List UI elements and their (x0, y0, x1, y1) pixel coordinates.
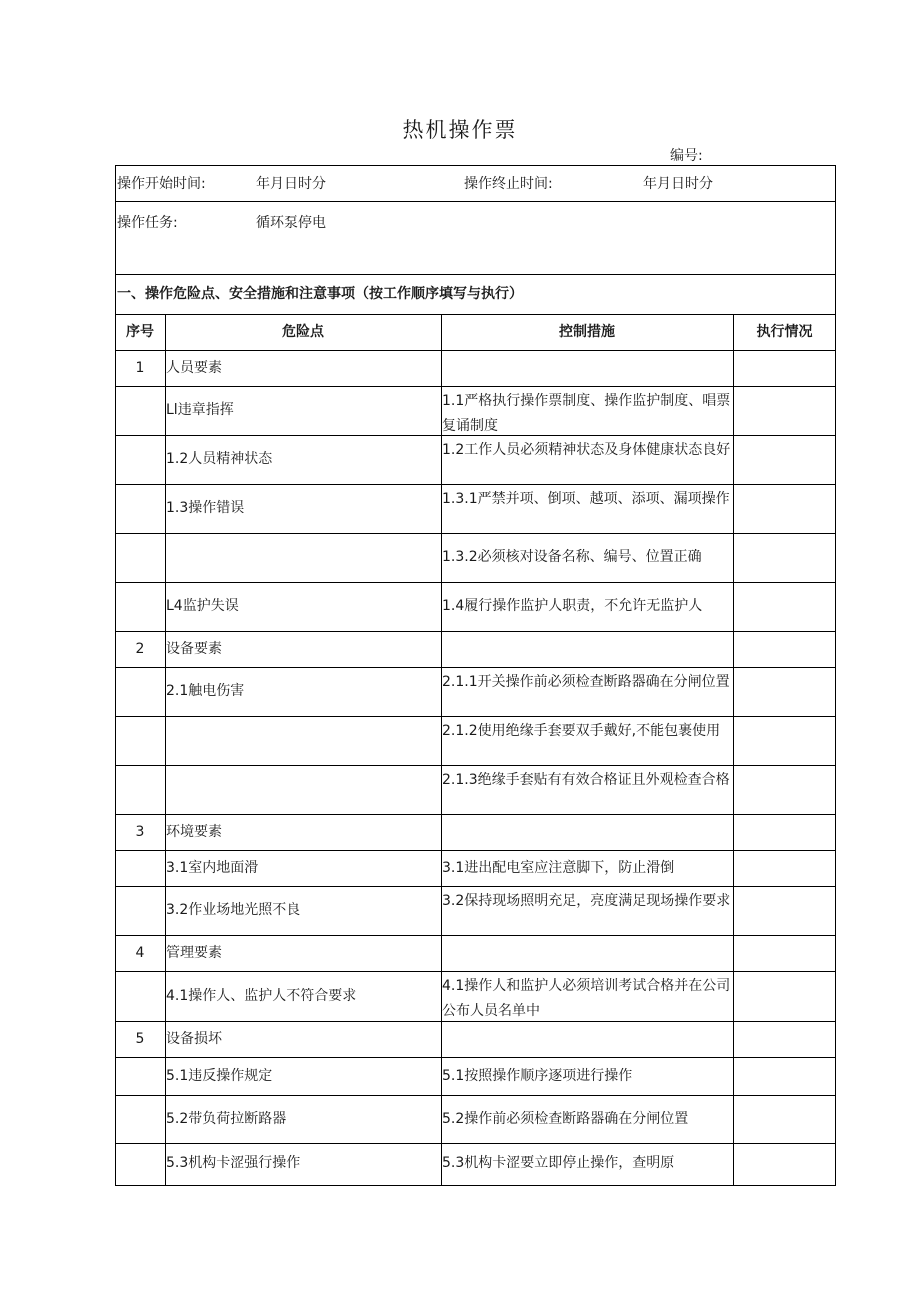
table-cell-col-no (115, 1095, 165, 1143)
header-col-hazard: 危险点 (282, 323, 324, 340)
table-cell-col-status (733, 1057, 836, 1095)
table-cell-col-measure: 1.3.1严禁并项、倒项、越项、添项、漏项操作 (442, 491, 730, 507)
table-cell-col-status (733, 631, 836, 667)
table-cell-col-hazard: 管理要素 (166, 944, 222, 961)
table-cell-col-status (733, 765, 836, 814)
table-cell-col-measure: 1.4履行操作监护人职责，不允许无监护人 (442, 598, 703, 614)
table-cell-col-no: 2 (135, 640, 145, 657)
table-cell-col-measure: 2.1.3绝缘手套贴有有效合格证且外观检查合格 (442, 772, 730, 788)
table-cell-col-status (733, 484, 836, 533)
table-cell-col-measure: 3.2保持现场照明充足，亮度满足现场操作要求 (442, 893, 731, 909)
table-cell-col-hazard (165, 533, 441, 582)
table-cell-col-no (115, 435, 165, 484)
end-time-label: 操作终止时间: (464, 176, 553, 192)
table-cell-col-status (733, 350, 836, 386)
table-cell-col-measure: 1.2工作人员必须精神状态及身体健康状态良好 (442, 442, 731, 458)
table-cell-col-hazard: 环境要素 (166, 823, 222, 840)
table-cell-col-status (733, 850, 836, 886)
task-label: 操作任务: (117, 215, 178, 231)
header-col-measure: 控制措施 (559, 323, 615, 340)
table-cell-col-status (733, 386, 836, 435)
table-cell-col-hazard: 5.3机构卡涩强行操作 (166, 1154, 301, 1171)
table-cell-col-status (733, 886, 836, 935)
table-cell-col-hazard: 设备损坏 (166, 1030, 222, 1047)
start-time-value: 年月日时分 (256, 176, 326, 192)
table-cell-col-hazard (165, 765, 441, 814)
table-cell-col-hazard: 3.2作业场地光照不良 (166, 902, 301, 918)
table-cell-col-measure (441, 814, 733, 850)
table-cell-col-measure: 5.1按照操作顺序逐项进行操作 (442, 1067, 633, 1084)
table-cell-col-hazard: 5.2带负荷拉断路器 (166, 1110, 287, 1127)
table-cell-col-status (733, 435, 836, 484)
table-cell-col-no (115, 386, 165, 435)
table-cell-col-no: 5 (135, 1030, 145, 1047)
table-cell-col-hazard: 2.1触电伤害 (166, 683, 245, 699)
table-cell-col-no (115, 582, 165, 631)
task-value: 循环泵停电 (256, 215, 326, 231)
table-cell-col-status (733, 1095, 836, 1143)
table-cell-col-hazard: 1.3操作错误 (166, 500, 245, 516)
table-cell-col-status (733, 935, 836, 971)
table-cell-col-hazard: 5.1违反操作规定 (166, 1067, 273, 1084)
table-cell-col-no: 1 (135, 359, 145, 376)
table-cell-col-status (733, 582, 836, 631)
table-cell-col-no (115, 533, 165, 582)
page-title: 热机操作票 (402, 118, 518, 142)
table-cell-col-hazard: 人员要素 (166, 359, 222, 376)
table-cell-col-status (733, 667, 836, 716)
table-cell-col-no (115, 765, 165, 814)
table-cell-col-measure: 5.2操作前必须检查断路器确在分闸位置 (442, 1110, 689, 1127)
table-cell-col-hazard: L4监护失误 (166, 598, 239, 614)
table-cell-col-status (733, 716, 836, 765)
divider (115, 274, 836, 275)
table-cell-col-status (733, 814, 836, 850)
table-cell-col-hazard (165, 716, 441, 765)
table-cell-col-measure (441, 1021, 733, 1057)
table-cell-col-measure: 5.3机构卡涩要立即停止操作，查明原 (442, 1154, 675, 1171)
table-cell-col-measure: 2.1.2使用绝缘手套要双手戴好,不能包裹使用 (442, 723, 721, 739)
table-cell-col-status (733, 971, 836, 1021)
table-cell-col-no (115, 667, 165, 716)
section-heading: 一、操作危险点、安全措施和注意事项（按工作顺序填写与执行） (117, 286, 523, 302)
table-cell-col-no (115, 716, 165, 765)
table-cell-col-no: 3 (135, 823, 145, 840)
table-cell-col-measure: 4.1操作人和监护人必须培训考试合格并在公司公布人员名单中 (442, 978, 731, 1019)
table-cell-col-no (115, 484, 165, 533)
table-cell-col-measure: 3.1进出配电室应注意脚下，防止滑倒 (442, 859, 675, 876)
table-cell-col-no: 4 (135, 944, 145, 961)
table-cell-col-status (733, 533, 836, 582)
table-cell-col-no (115, 971, 165, 1021)
table-cell-col-measure (441, 935, 733, 971)
table-cell-col-hazard: 3.1室内地面滑 (166, 859, 259, 876)
table-cell-col-measure (441, 631, 733, 667)
table-cell-col-measure (441, 350, 733, 386)
table-cell-col-no (115, 1143, 165, 1183)
header-col-status: 执行情况 (756, 323, 813, 340)
table-cell-col-measure: 1.3.2必须核对设备名称、编号、位置正确 (442, 549, 702, 565)
start-time-label: 操作开始时间: (117, 176, 206, 192)
table-cell-col-measure: 2.1.1开关操作前必须检查断路器确在分闸位置 (442, 674, 730, 690)
table-cell-col-hazard: 设备要素 (166, 640, 222, 657)
table-cell-col-no (115, 850, 165, 886)
header-col-no: 序号 (126, 323, 154, 340)
table-cell-col-no (115, 886, 165, 935)
end-time-value: 年月日时分 (643, 176, 713, 192)
table-cell-col-status (733, 1143, 836, 1183)
table-cell-col-measure: 1.1严格执行操作票制度、操作监护制度、唱票复诵制度 (442, 393, 731, 434)
divider (115, 201, 836, 202)
table-cell-col-hazard: 4.1操作人、监护人不符合要求 (166, 987, 357, 1004)
table-cell-col-hazard: 1.2人员精神状态 (166, 451, 273, 467)
table-cell-col-status (733, 1021, 836, 1057)
table-cell-col-hazard: Ll违章指挥 (166, 402, 234, 418)
table-cell-col-no (115, 1057, 165, 1095)
doc-number-label: 编号: (670, 148, 703, 164)
